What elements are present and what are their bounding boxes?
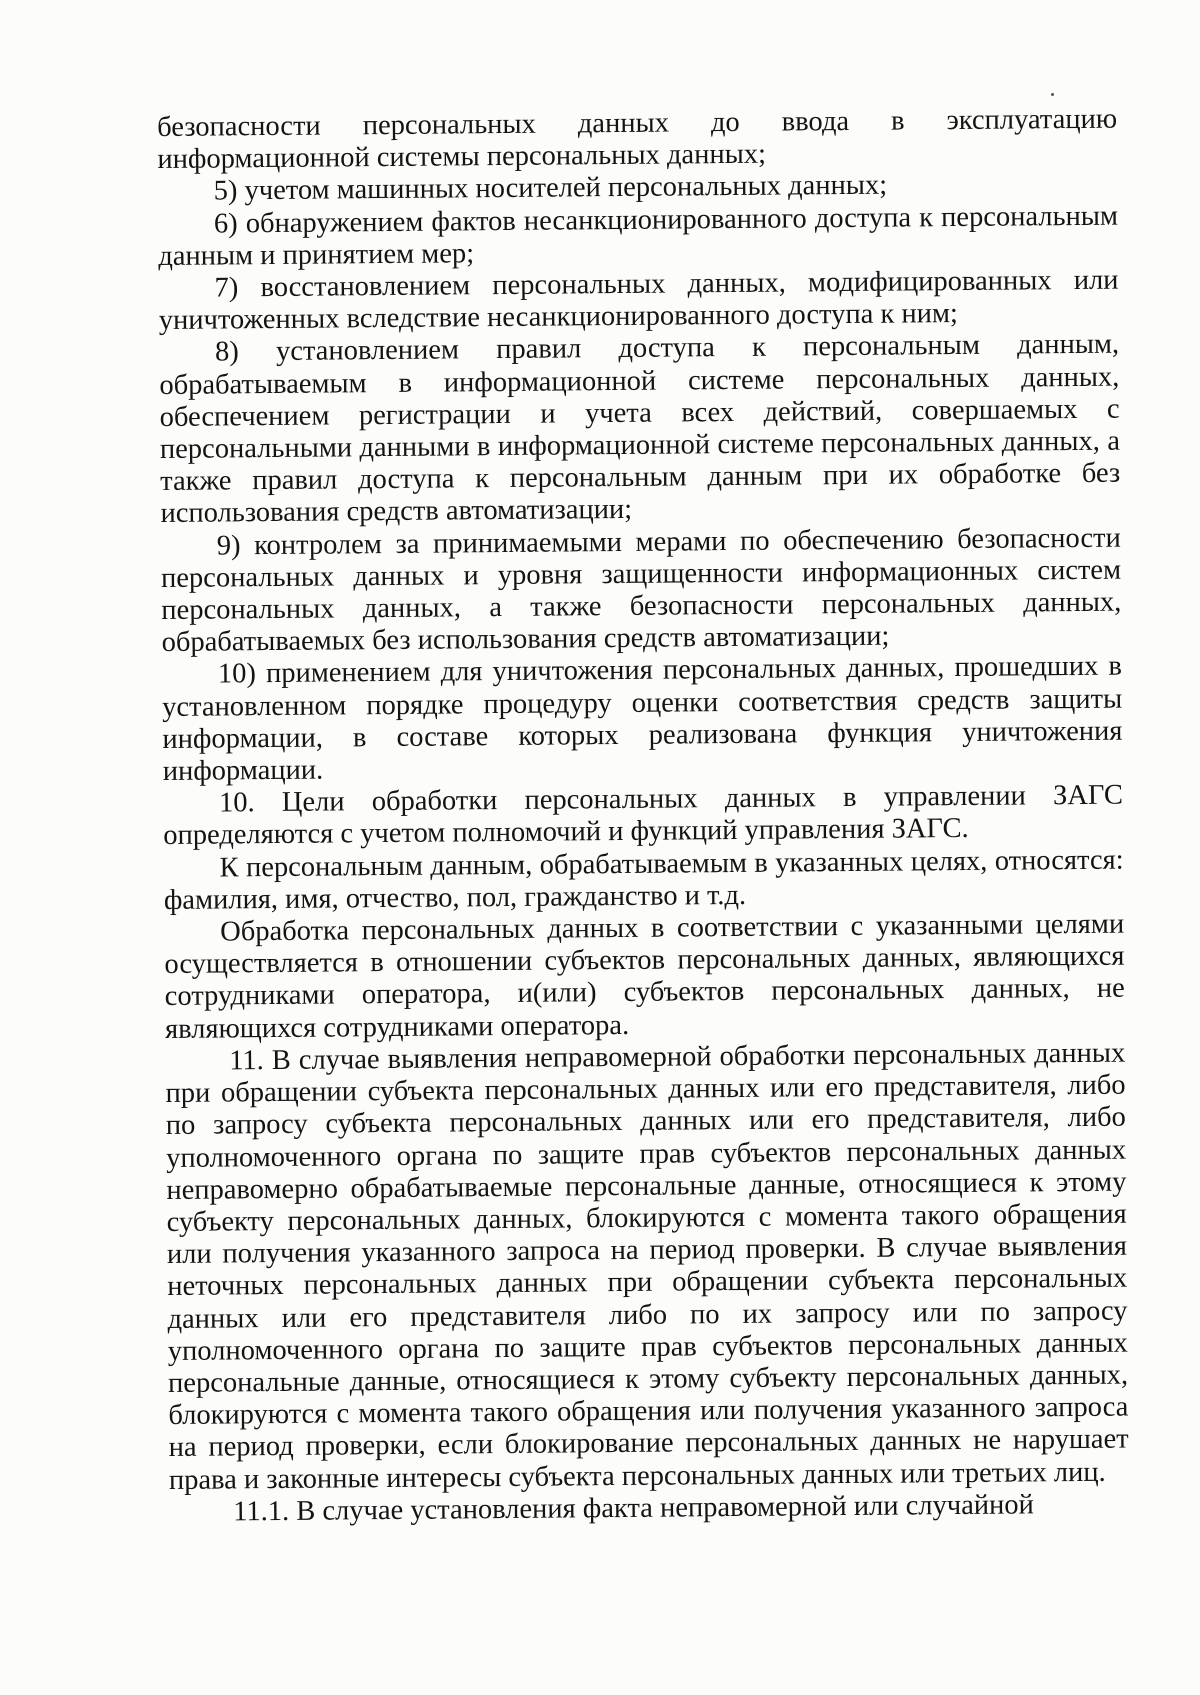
list-item-9: 9) контролем за принимаемыми мерами по обеспечению безопасности персональных данных и уровня защищенности информационных систем персональных данных, а также безопасности персональных данных, обрабатываемых без использования средств автоматизации; <box>160 522 1122 659</box>
scan-speck <box>1051 93 1054 96</box>
list-item-10: 10) применением для уничтожения персональных данных, прошедших в установленном порядке процедуру оценки соответствия средств защиты информации, в составе которых реализована функция уничтожения информации. <box>162 651 1123 788</box>
document-body <box>157 104 1129 1529</box>
paragraph-continuation: безопасности персональных данных до ввода в эксплуатацию информационной системы персональных данных; <box>157 103 1118 176</box>
list-item-6: 6) обнаружением фактов несанкционированного доступа к персональным данным и принятием мер; <box>158 200 1119 272</box>
section-10-subjects-paragraph: Обработка персональных данных в соответствии с указанными целями осуществляется в отношении субъектов персональных данных, являющихся сотрудниками оператора, и(или) субъектов персональных данных, не являющихся сотрудниками оператора. <box>164 908 1125 1045</box>
section-11-1-paragraph: 11.1. В случае установления факта неправомерной или случайной <box>233 1489 1034 1528</box>
section-11-paragraph: 11. В случае выявления неправомерной обработки персональных данных при обращении субъекта персональных данных или его представителя, либо по запросу субъекта персональных данных или его представителя, либо уполномоченного органа по защите прав субъектов персональных данных неправомерно обрабатываемые персональные данные, относящиеся к этому субъекту персональных данных, блокируются с момента такого обращения или получения указанного запроса на период проверки. В случае выявления неточных персональных данных при обращении субъекта персональных данных или его представителя либо по их запросу или по запросу уполномоченного органа по защите прав субъектов персональных данных персональные данные, относящиеся к этому субъекту персональных данных, блокируются с момента такого обращения или получения указанного запроса на период проверки, если блокирование персональных данных не нарушает права и законные интересы субъекта персональных данных или третьих лиц. <box>165 1037 1129 1496</box>
list-item-5: 5) учетом машинных носителей персональных данных; <box>213 170 888 207</box>
section-10-data-paragraph: К персональным данным, обрабатываемым в указанных целях, относятся: фамилия, имя, отчество, пол, гражданство и т.д. <box>163 844 1124 916</box>
list-item-7: 7) восстановлением персональных данных, модифицированных или уничтоженных вследствие несанкционированного доступа к ним; <box>158 264 1119 337</box>
section-10-paragraph: 10. Цели обработки персональных данных в управлении ЗАГС определяются с учетом полномочий и функций управления ЗАГС. <box>163 779 1124 852</box>
list-item-8: 8) установлением правил доступа к персональным данным, обрабатываемым в информационной системе персональных данных, обеспечением регистрации и учета всех действий, совершаемых с персональными данными в информационной системе персональных данных, а также правил доступа к персональным данным при их обработке без использования средств автоматизации; <box>159 329 1121 530</box>
